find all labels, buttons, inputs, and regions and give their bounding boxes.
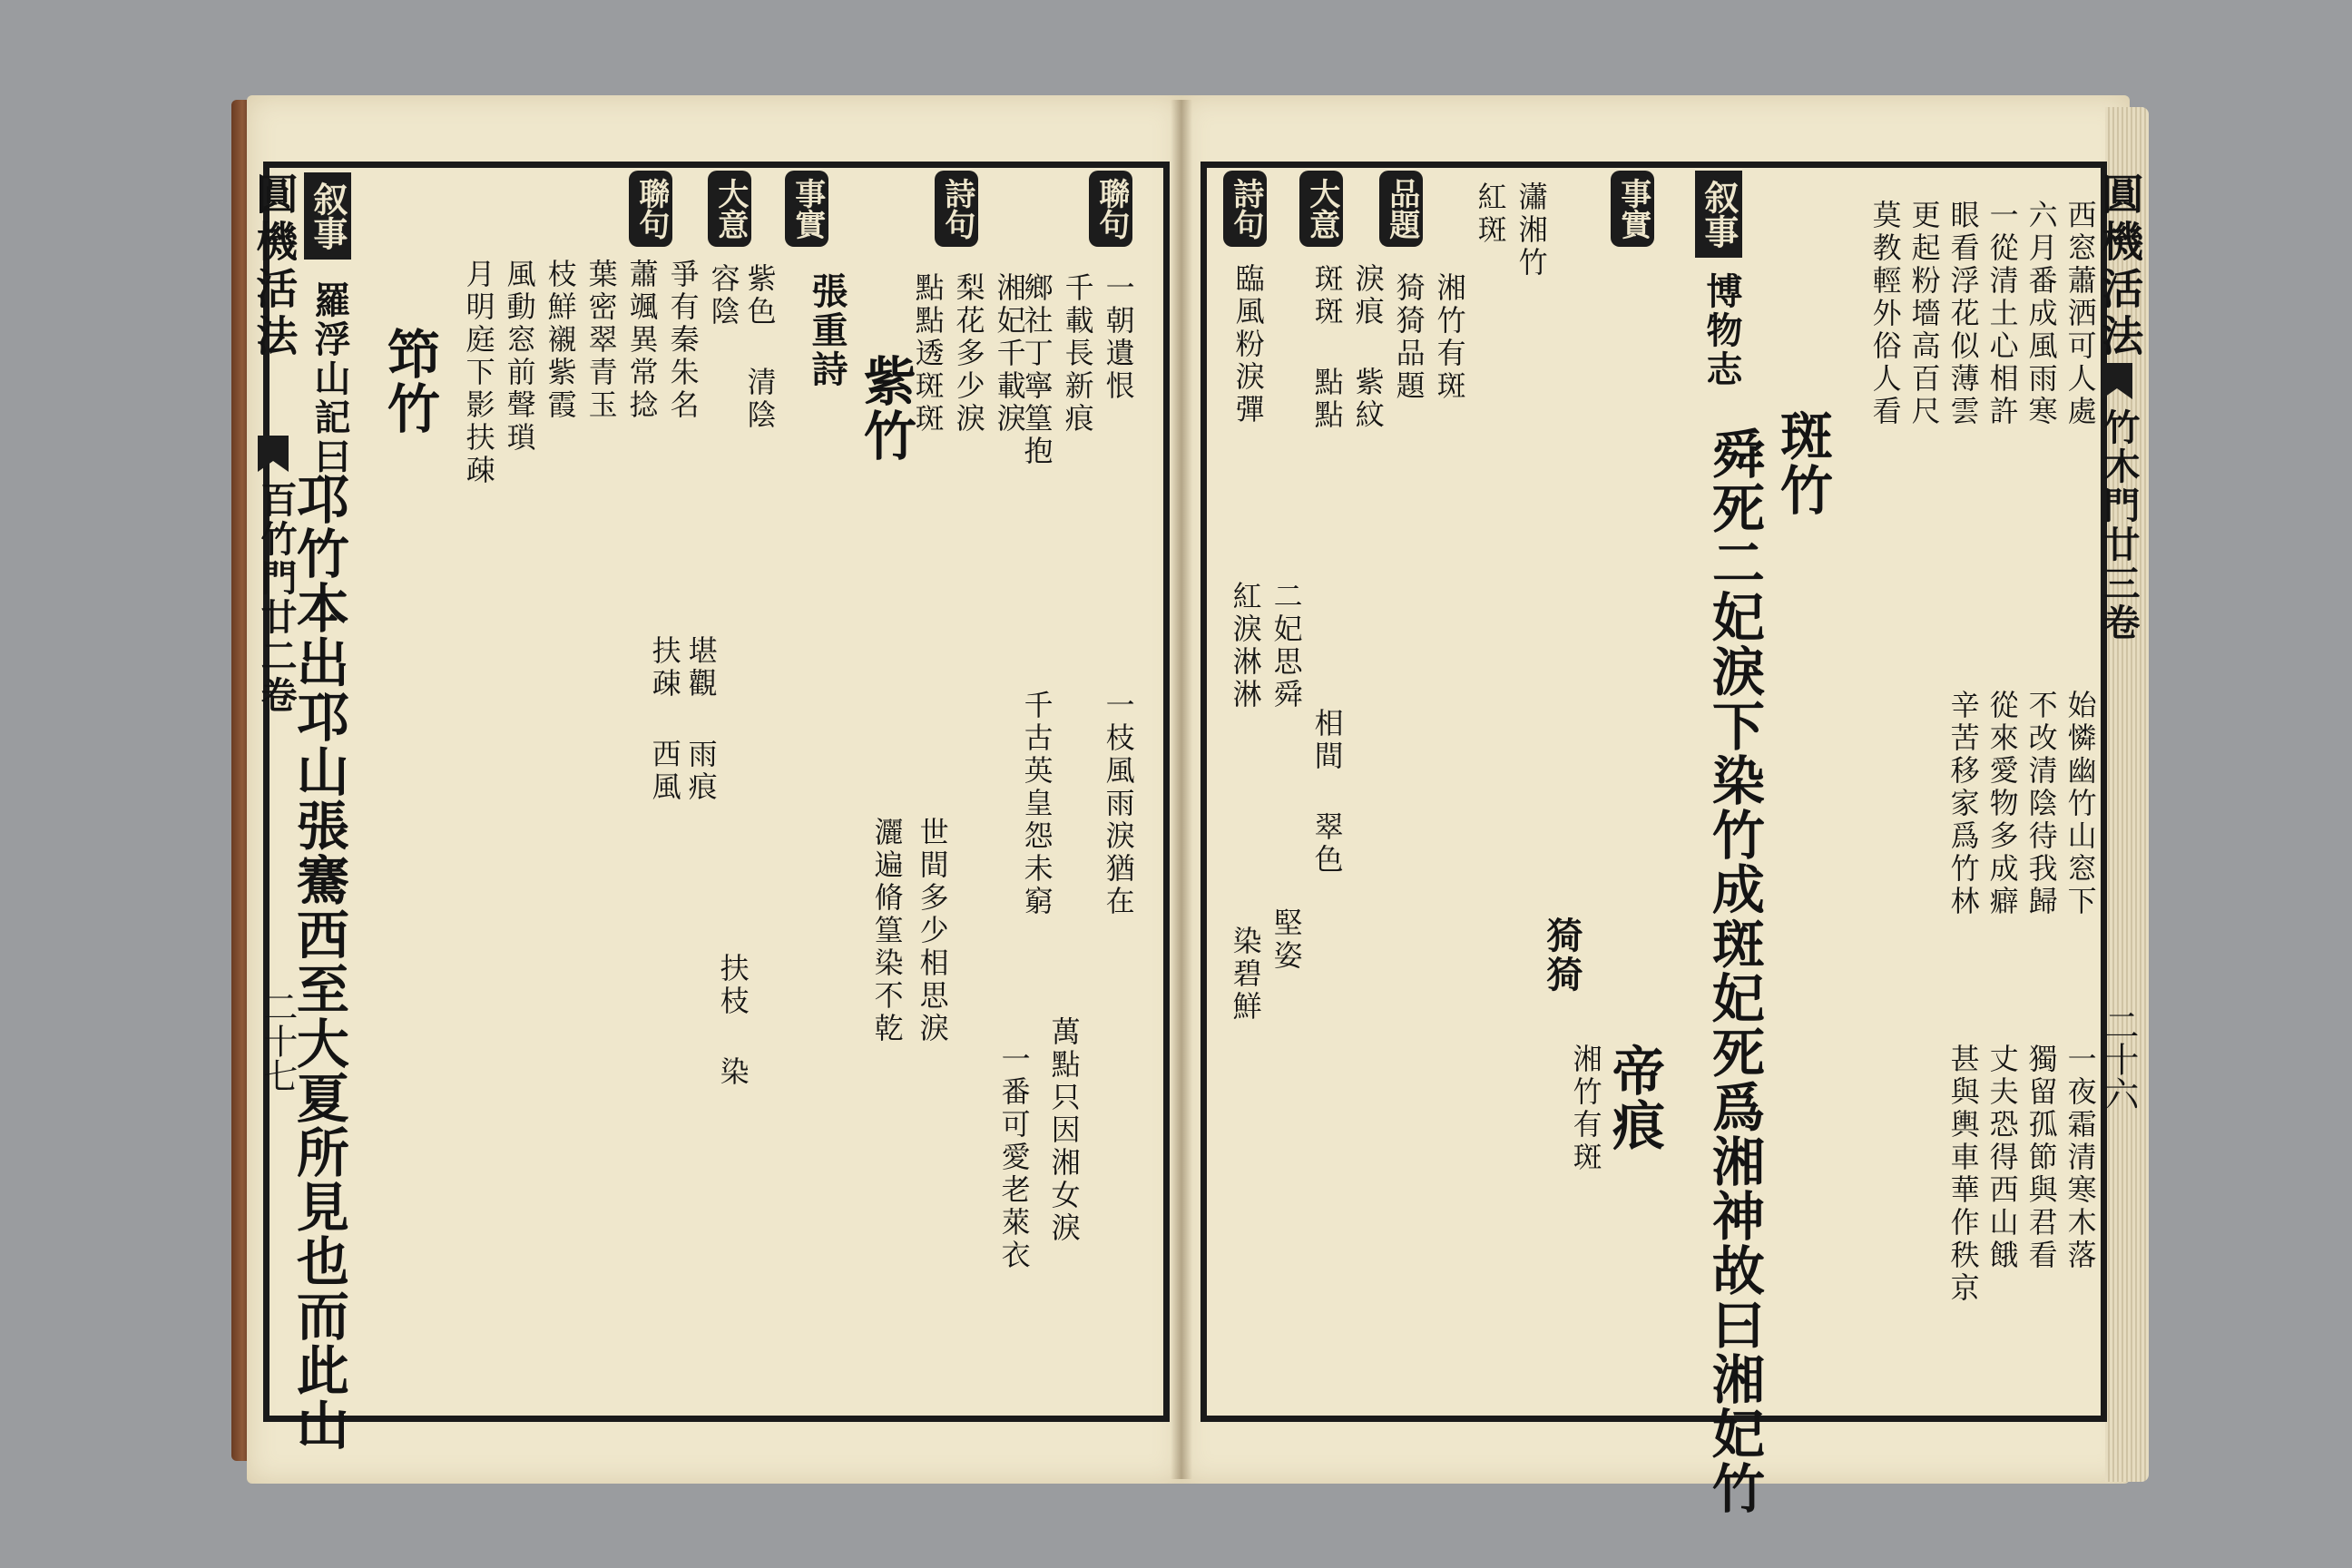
right-narrative-label: 叙事 (1695, 171, 1742, 258)
left-header-section: 百竹門廿二卷 (255, 481, 298, 715)
right-page-number: 二十六 (2098, 1007, 2139, 1111)
right-poem-line-11: 一夜霜清寒木落 (2063, 1044, 2098, 1272)
right-general-idea-line-4: 堅姿 (1269, 907, 1304, 973)
left-verse-line-3: 點點透斑斑 (910, 272, 946, 436)
right-matters-line-4: 帝痕 (1602, 1044, 1665, 1152)
right-verse-label: 詩句 (1223, 171, 1267, 247)
right-general-idea-line-1: 斑斑 點點 (1309, 263, 1345, 432)
left-verse-line-1: 梨花多少淚 (951, 272, 986, 436)
left-header-title: 圓機活法 (250, 172, 299, 361)
left-general-idea-line-2: 紫色 清陰 (742, 263, 778, 432)
left-couplet-b-label: 聯句 (1089, 171, 1132, 247)
left-couplet-b-line-7: 一番可愛老萊衣 (996, 1044, 1032, 1272)
right-poem-line-3: 一從清土心相許 (1984, 200, 2020, 428)
left-couplet-a-line-5: 風動窓前聲瑣 (502, 259, 537, 455)
right-narrative-text: 舜死二妃淚下染竹成斑妃死爲湘神故曰湘妃竹 (1702, 426, 1765, 1515)
right-poem-line-8: 不改清陰待我歸 (2024, 690, 2059, 918)
right-poem-line-10: 辛苦移家爲竹林 (1945, 690, 1981, 918)
left-matters-line-1: 張重詩 (806, 272, 848, 389)
right-matters-label: 事實 (1611, 171, 1654, 247)
left-page-number: 二十七 (257, 989, 298, 1093)
right-verse-line-2: 二妃思舜 (1269, 581, 1304, 711)
right-poem-line-1: 西窓蕭洒可人處 (2063, 200, 2098, 428)
right-poem-line-9: 從來愛物多成癖 (1984, 690, 2020, 918)
left-couplet-a-label: 聯句 (629, 171, 672, 247)
left-matters-label: 事實 (785, 171, 828, 247)
right-header-title: 圓機活法 (2095, 172, 2145, 361)
left-couplet-a-line-2: 蕭颯異常捻 (624, 259, 660, 422)
right-poem-line-7: 始憐幽竹山窓下 (2063, 690, 2098, 918)
left-general-idea-line-4: 扶疎 西風 (647, 635, 682, 804)
right-header-section: 竹木門廿三卷 (2098, 408, 2141, 642)
left-general-idea-line-1: 容陰 (706, 263, 741, 328)
left-narrative-source: 羅浮山記曰 (309, 281, 351, 476)
ban-zhu-title: 斑竹 (1770, 408, 1833, 517)
right-poem-line-2: 六月番成風雨寒 (2024, 200, 2059, 428)
left-verse-line-4: 世間多少相思淚 (915, 817, 950, 1045)
right-general-idea-line-2: 淚痕 紫紋 (1350, 263, 1386, 432)
left-couplet-b-line-1: 一朝遺恨 (1101, 272, 1136, 403)
left-couplet-a-line-6: 月明庭下影扶疎 (461, 259, 496, 487)
left-general-idea-label: 大意 (708, 171, 751, 247)
left-couplet-b-line-4: 一枝風雨淚猶在 (1101, 690, 1136, 918)
right-matters-line-5: 湘竹有斑 (1568, 1044, 1603, 1174)
left-narrative-label: 叙事 (304, 172, 351, 260)
right-poem-line-5: 更起粉墻高百尺 (1906, 200, 1942, 428)
left-couplet-b-line-3: 鄉社丁寧篁抱 (1019, 272, 1054, 468)
zi-zhu-title: 紫竹 (854, 354, 916, 463)
right-poem-line-12: 獨留孤節與君看 (2024, 1044, 2059, 1272)
right-matters-line-3: 猗猗 (1541, 916, 1583, 995)
right-poem-line-14: 甚與輿車華作秩京 (1945, 1044, 1981, 1305)
left-couplet-b-line-5: 千古英皇怨未窮 (1019, 690, 1054, 918)
right-verse-line-3: 紅淚淋淋 (1228, 581, 1263, 711)
right-poem-line-13: 丈夫恐得西山餓 (1984, 1044, 2020, 1272)
zhi-zhu-title: 笻竹 (377, 327, 440, 436)
left-couplet-a-line-1: 爭有秦朱名 (665, 259, 701, 422)
left-couplet-a-line-3: 葉密翠青玉 (583, 259, 619, 422)
right-poem-line-4: 眼看浮花似薄雲 (1945, 200, 1981, 428)
right-poem-line-6: 莫教輕外俗人看 (1867, 200, 1903, 428)
right-verse-line-4: 染碧鮮 (1228, 926, 1263, 1024)
right-verse-line-1: 臨風粉淚彈 (1230, 263, 1266, 426)
left-verse-label: 詩句 (935, 171, 978, 247)
right-general-idea-label: 大意 (1299, 171, 1343, 247)
left-verse-line-2: 湘妃千載淚 (992, 272, 1027, 436)
right-matters-line-2: 瀟湘竹 (1514, 181, 1549, 279)
right-general-idea-line-3: 相間 翠色 (1309, 708, 1345, 877)
right-titles-label: 品題 (1379, 171, 1423, 247)
left-narrative-text: 邛竹本出邛山張騫西至大夏所見也而此山 (287, 472, 349, 1452)
right-titles-line-2: 湘竹有斑 (1432, 272, 1467, 403)
book-gutter (1171, 100, 1192, 1479)
right-titles-line-1: 猗猗品題 (1391, 272, 1426, 403)
left-verse-line-5: 灑遍脩篁染不乾 (869, 817, 905, 1045)
right-narrative-source: 博物志 (1700, 272, 1743, 389)
left-general-idea-line-3: 堪觀 雨痕 (683, 635, 719, 804)
right-matters-line-1: 紅斑 (1473, 181, 1508, 247)
left-couplet-b-line-2: 千載長新痕 (1060, 272, 1095, 436)
left-general-idea-line-5: 扶枝 染 (715, 953, 750, 1089)
left-couplet-a-line-4: 枝鮮襯紫霞 (543, 259, 578, 422)
left-couplet-b-line-6: 萬點只因湘女淚 (1046, 1016, 1082, 1245)
